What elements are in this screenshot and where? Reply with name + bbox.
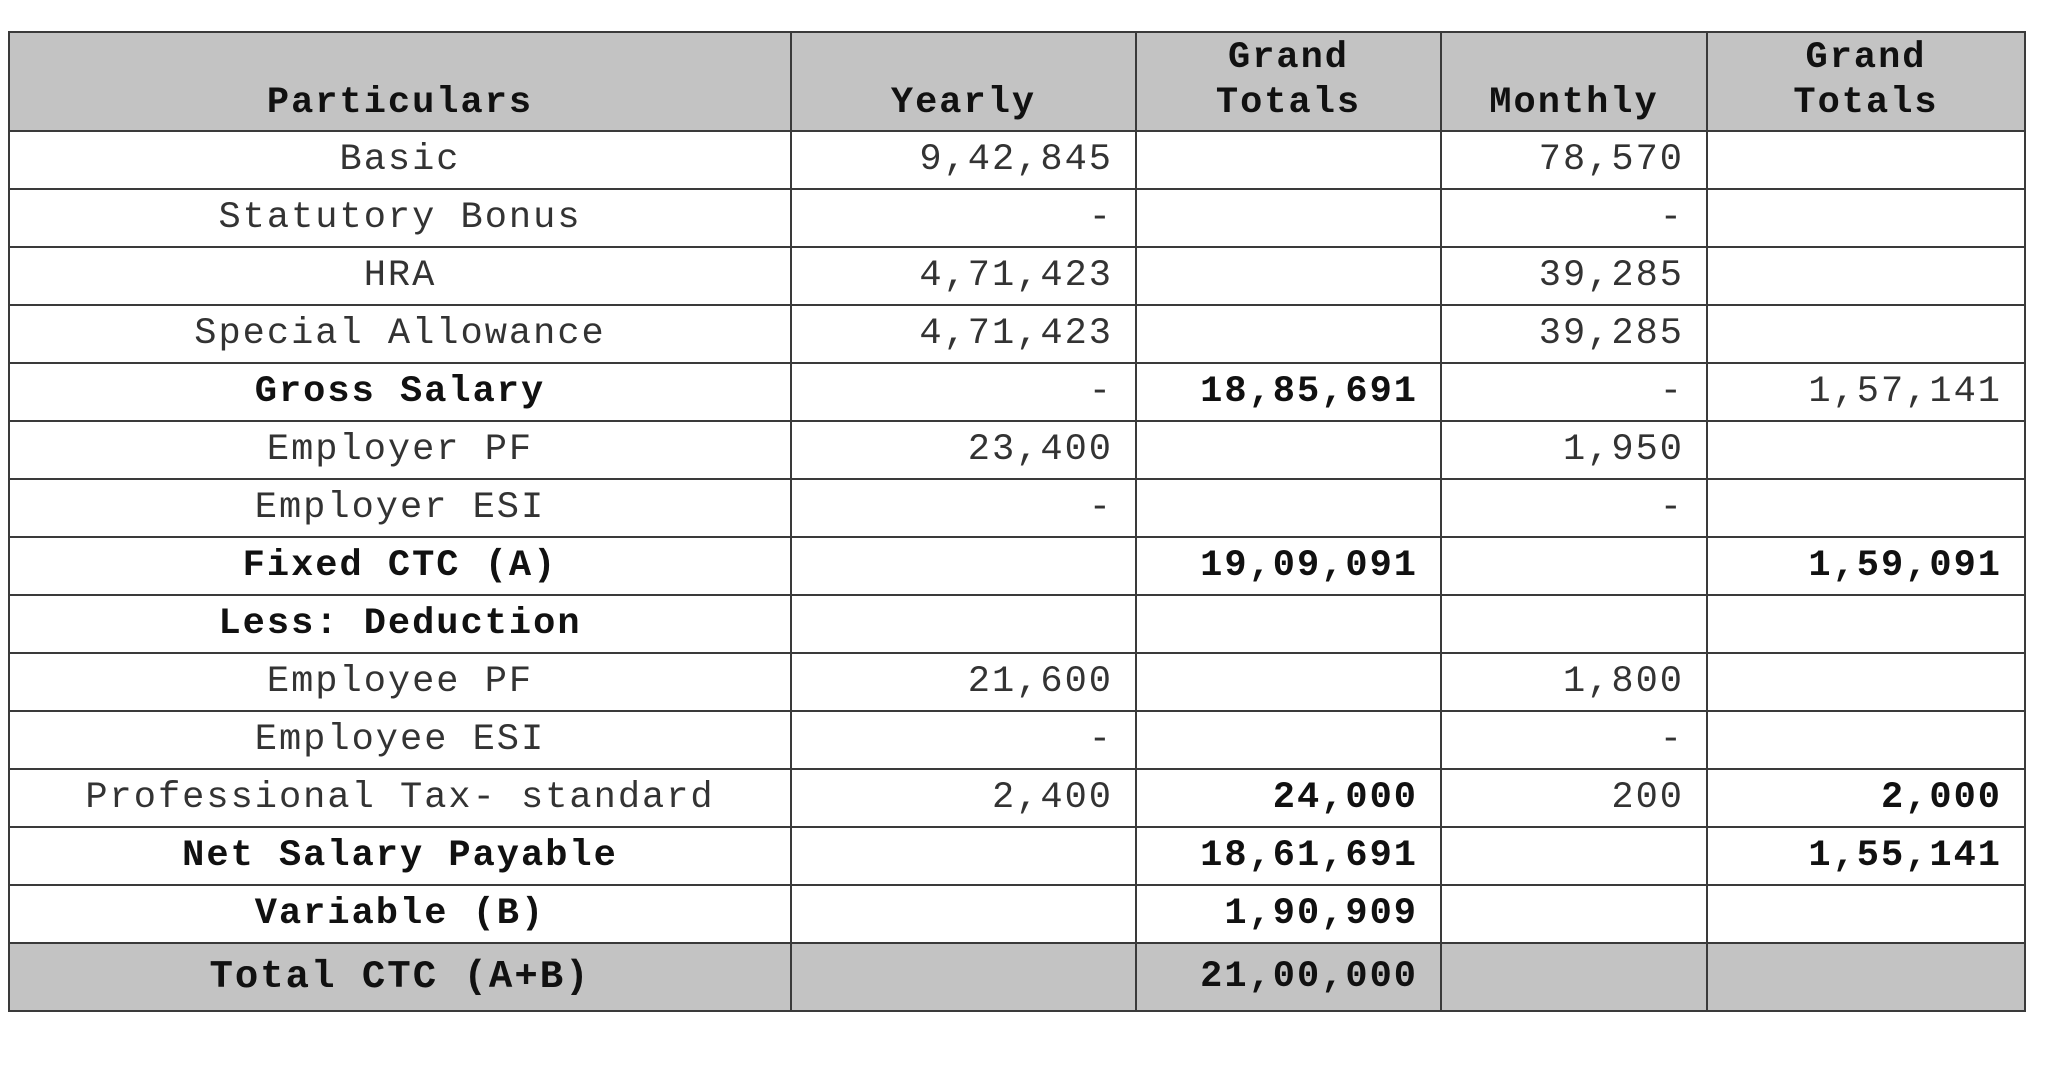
grand-yearly-cell: 21,00,000 [1136,943,1441,1011]
grand-yearly-cell: 1,90,909 [1136,885,1441,943]
grand-yearly-cell [1136,305,1441,363]
row-net-salary-payable [9,827,2025,885]
grand-yearly-cell [1136,131,1441,189]
row-fixed-ctc [9,537,2025,595]
row-label: Employer ESI [9,479,791,537]
grand-monthly-cell: 2,000 [1707,769,2025,827]
row-label: Less: Deduction [9,595,791,653]
yearly-cell [791,943,1136,1011]
monthly-cell: - [1441,189,1707,247]
yearly-cell [791,537,1136,595]
grand-yearly-cell [1136,653,1441,711]
yearly-cell: 23,400 [791,421,1136,479]
row-label: Statutory Bonus [9,189,791,247]
monthly-cell [1441,943,1707,1011]
grand-monthly-cell [1707,305,2025,363]
row-employer-esi [9,479,2025,537]
monthly-cell: 78,570 [1441,131,1707,189]
row-label: Gross Salary [9,363,791,421]
grand-yearly-cell: 18,61,691 [1136,827,1441,885]
grand-monthly-cell [1707,653,2025,711]
grand-yearly-cell: 18,85,691 [1136,363,1441,421]
yearly-cell: 21,600 [791,653,1136,711]
row-label: Employer PF [9,421,791,479]
grand-monthly-cell [1707,247,2025,305]
grand-monthly-cell [1707,421,2025,479]
header-row [9,32,2025,131]
grand-yearly-cell [1136,421,1441,479]
yearly-cell: - [791,363,1136,421]
monthly-cell: - [1441,711,1707,769]
header-grand-totals-monthly-line2: Totals [1793,82,1939,124]
row-label: Net Salary Payable [9,827,791,885]
monthly-cell [1441,885,1707,943]
row-special-allowance [9,305,2025,363]
monthly-cell [1441,827,1707,885]
header-yearly: Yearly [791,32,1136,131]
grand-monthly-cell: 1,59,091 [1707,537,2025,595]
header-grand-totals-yearly-line1: Grand [1227,37,1350,79]
row-label: Basic [9,131,791,189]
yearly-cell [791,595,1136,653]
grand-yearly-cell: 19,09,091 [1136,537,1441,595]
grand-monthly-cell: 1,55,141 [1707,827,2025,885]
row-label: Special Allowance [9,305,791,363]
row-label: Employee ESI [9,711,791,769]
row-label: Professional Tax- standard [9,769,791,827]
row-variable [9,885,2025,943]
grand-yearly-cell [1136,247,1441,305]
header-particulars: Particulars [9,32,791,131]
row-professional-tax [9,769,2025,827]
grand-yearly-cell [1136,595,1441,653]
header-grand-totals-monthly [1707,32,2025,131]
yearly-cell: 9,42,845 [791,131,1136,189]
monthly-cell: - [1441,363,1707,421]
row-employee-pf [9,653,2025,711]
grand-yearly-cell: 24,000 [1136,769,1441,827]
row-hra [9,247,2025,305]
yearly-cell: - [791,711,1136,769]
row-total-ctc [9,943,2025,1011]
row-gross-salary [9,363,2025,421]
monthly-cell [1441,537,1707,595]
row-statutory-bonus [9,189,2025,247]
yearly-cell [791,885,1136,943]
header-grand-totals-monthly-line1: Grand [1805,37,1927,79]
grand-monthly-cell [1707,189,2025,247]
row-employer-pf [9,421,2025,479]
row-label: Employee PF [9,653,791,711]
grand-yearly-cell [1136,711,1441,769]
monthly-cell: - [1441,479,1707,537]
grand-yearly-cell [1136,189,1441,247]
yearly-cell: - [791,189,1136,247]
monthly-cell: 1,800 [1441,653,1707,711]
row-basic [9,131,2025,189]
grand-monthly-cell [1707,479,2025,537]
monthly-cell [1441,595,1707,653]
monthly-cell: 1,950 [1441,421,1707,479]
header-grand-totals-yearly-line2: Totals [1215,82,1362,124]
yearly-cell: 2,400 [791,769,1136,827]
yearly-cell: - [791,479,1136,537]
monthly-cell: 39,285 [1441,305,1707,363]
grand-monthly-cell [1707,131,2025,189]
grand-monthly-cell [1707,711,2025,769]
row-less-deduction [9,595,2025,653]
header-monthly: Monthly [1441,32,1707,131]
row-employee-esi [9,711,2025,769]
yearly-cell [791,827,1136,885]
grand-monthly-cell [1707,943,2025,1011]
row-label: Fixed CTC (A) [9,537,791,595]
grand-monthly-cell [1707,885,2025,943]
ctc-table [8,31,2026,1012]
grand-monthly-cell: 1,57,141 [1707,363,2025,421]
row-label: HRA [9,247,791,305]
yearly-cell: 4,71,423 [791,305,1136,363]
monthly-cell: 39,285 [1441,247,1707,305]
row-label: Variable (B) [9,885,791,943]
yearly-cell: 4,71,423 [791,247,1136,305]
grand-yearly-cell [1136,479,1441,537]
header-grand-totals-yearly [1136,32,1441,131]
grand-monthly-cell [1707,595,2025,653]
row-label: Total CTC (A+B) [9,943,791,1011]
monthly-cell: 200 [1441,769,1707,827]
